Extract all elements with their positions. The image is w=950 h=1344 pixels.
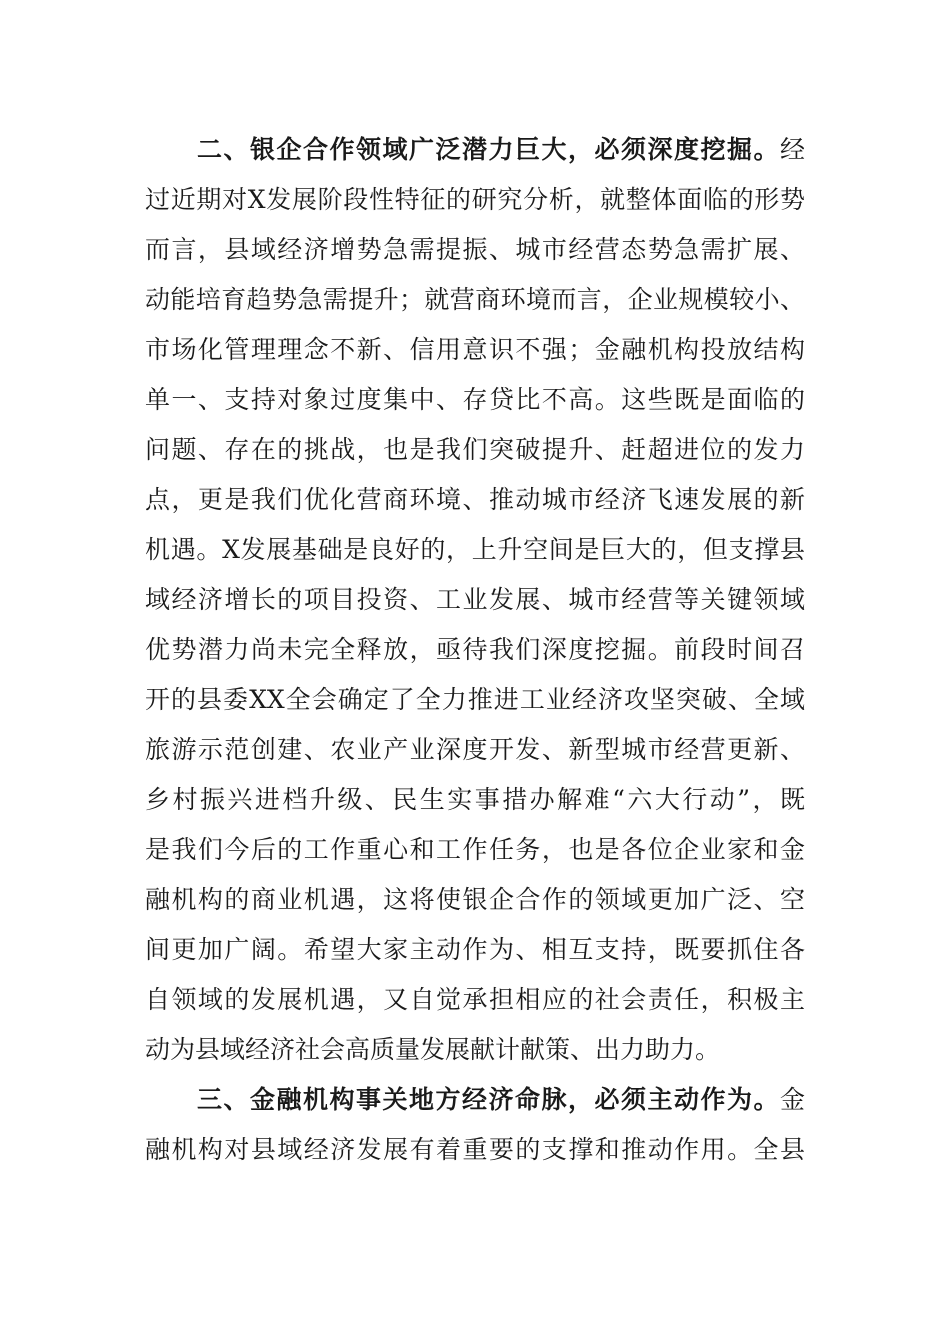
paragraph-2-heading: 二、银企合作领域广泛潜力巨大，必须深度挖掘。 [197,135,780,164]
paragraph-2-line: 市场化管理理念不新、信用意识不强；金融机构投放结构 [145,335,805,364]
paragraph-2-last-line: 动为县域经济社会高质量发展献计献策、出力助力。 [145,1035,721,1064]
paragraph-2-line: 是我们今后的工作重心和工作任务，也是各位企业家和金 [145,835,805,864]
paragraph-3-line: 融机构对县域经济发展有着重要的支撑和推动作用。全县 [145,1135,805,1164]
paragraph-2-line: 开的县委XX全会确定了全力推进工业经济攻坚突破、全域 [145,685,805,714]
paragraph-2-line: 过近期对X发展阶段性特征的研究分析，就整体面临的形势 [145,185,805,214]
paragraph-2-line: 间更加广阔。希望大家主动作为、相互支持，既要抓住各 [145,935,805,964]
document-body [145,125,805,1175]
paragraph-2-line: 问题、存在的挑战，也是我们突破提升、赶超进位的发力 [145,435,805,464]
paragraph-2-line: 优势潜力尚未完全释放，亟待我们深度挖掘。前段时间召 [145,635,805,664]
paragraph-2-line: 乡村振兴进档升级、民生实事措办解难“六大行动”，既 [145,785,805,814]
paragraph-3-first-line [145,1075,805,1125]
paragraph-2-line: 旅游示范创建、农业产业深度开发、新型城市经营更新、 [145,735,805,764]
paragraph-2-line: 点，更是我们优化营商环境、推动城市经济飞速发展的新 [145,485,805,514]
paragraph-3-heading: 三、金融机构事关地方经济命脉，必须主动作为。 [197,1085,780,1114]
paragraph-2-line: 域经济增长的项目投资、工业发展、城市经营等关键领域 [145,585,805,614]
paragraph-2-line: 自领域的发展机遇，又自觉承担相应的社会责任，积极主 [145,985,805,1014]
paragraph-2-line: 而言，县域经济增势急需提振、城市经营态势急需扩展、 [145,235,805,264]
paragraph-3-first-line-tail: 金 [779,1085,805,1114]
paragraph-2-first-line [145,125,805,175]
paragraph-2-first-line-tail: 经 [779,135,805,164]
paragraph-2-line: 融机构的商业机遇，这将使银企合作的领域更加广泛、空 [145,885,805,914]
paragraph-2-line: 单一、支持对象过度集中、存贷比不高。这些既是面临的 [145,385,805,414]
paragraph-2-line: 动能培育趋势急需提升；就营商环境而言，企业规模较小、 [145,285,805,314]
paragraph-2-line: 机遇。X发展基础是良好的，上升空间是巨大的，但支撑县 [145,535,805,564]
